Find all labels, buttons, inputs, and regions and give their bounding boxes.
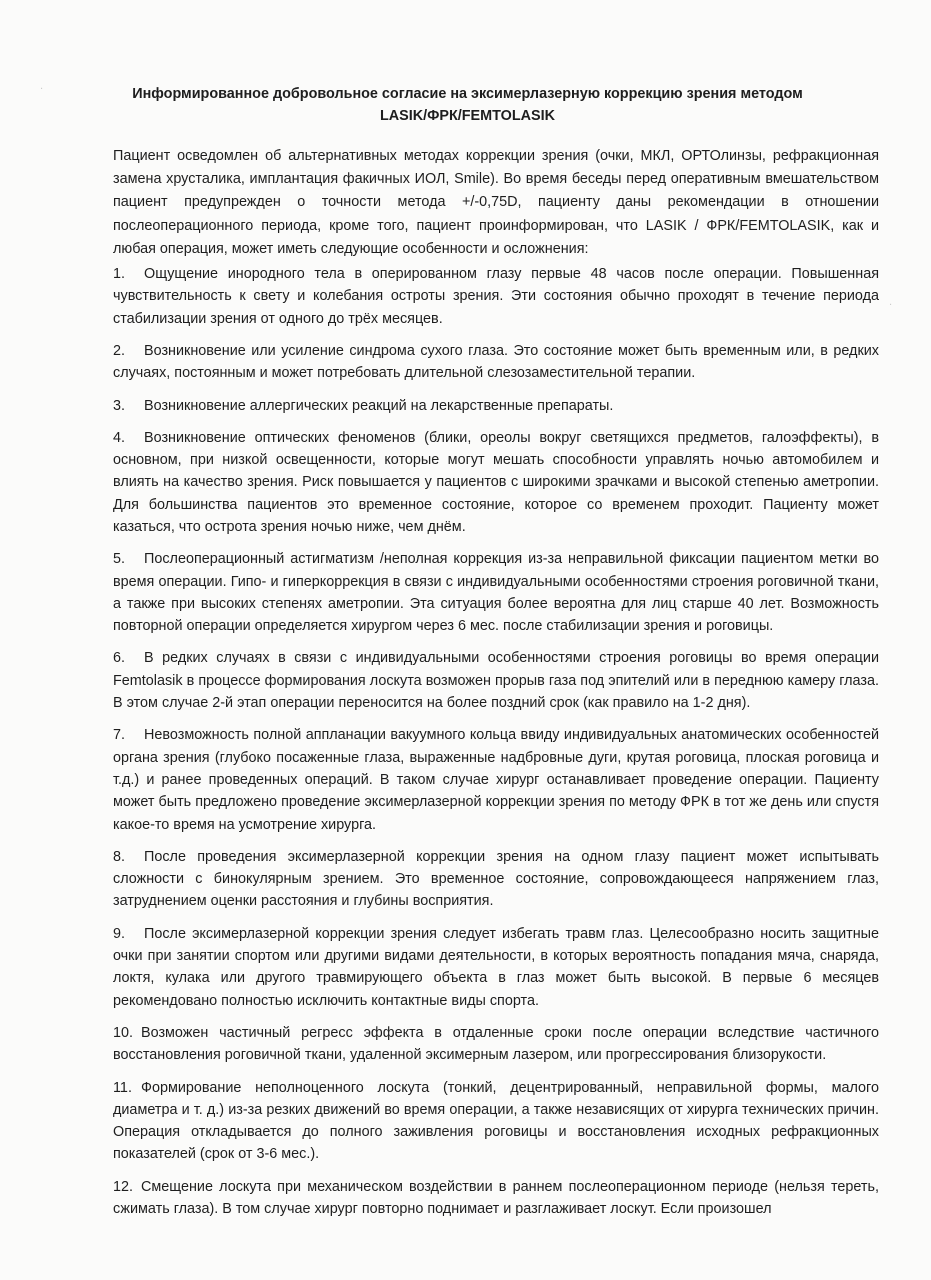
list-item-text: Формирование неполноценного лоскута (тонкий, децентрированный, неправильной формы, малого диаметра и т. д.) из-за резких движений во время операции, а также независящих от хирурга технических причин. Операция откладывается до полного заживления роговицы и восстановления исходных рефракционных показателей (срок от 3-6 мес.).: [113, 1079, 879, 1163]
complications-list: [113, 263, 879, 1220]
list-item-number: 10.: [113, 1024, 134, 1041]
document-title: [60, 83, 875, 127]
list-item-text: После проведения эксимерлазерной коррекции зрения на одном глазу пациент может испытывать сложности с бинокулярным зрением. Это временное состояние, сопровождающееся напряжением глаз, затруднением оценки расстояния и глубины восприятия.: [113, 848, 879, 910]
list-item: [113, 263, 879, 330]
list-item-text: Невозможность полной аппланации вакуумного кольца ввиду индивидуальных анатомических особенностей органа зрения (глубоко посаженные глаза, выраженные надбровные дуги, крутая роговица, плоская роговица и т.д.) и ранее проведенных операций. В таком случае хирург останавливает проведение операции. Пациенту может быть предложено проведение эксимерлазерной коррекции зрения по методу ФРК в тот же день или спустя какое-то время на усмотрение хирурга.: [113, 727, 879, 833]
title-line-1: Информированное добровольное согласие на эксимерлазерную коррекцию зрения методом: [132, 86, 803, 102]
list-item-number: 12.: [113, 1178, 134, 1195]
document-body: [113, 145, 879, 1220]
list-item-number: 4.: [113, 429, 126, 446]
title-line-2: LASIK/ФРК/FEMTOLASIK: [379, 108, 556, 124]
list-item: [113, 340, 879, 385]
list-item-number: 3.: [113, 397, 126, 414]
list-item: [113, 395, 879, 417]
list-item: [113, 724, 879, 835]
list-item-text: Ощущение инородного тела в оперированном глазу первые 48 часов после операции. Повышенная чувствительность к свету и колебания остроты зрения. Эти состояния обычно проходят в течение периода стабилизации зрения от одного до трёх месяцев.: [113, 266, 879, 327]
list-item: [113, 846, 879, 913]
list-item-text: Послеоперационный астигматизм /неполная коррекция из-за неправильной фиксации пациентом метки во время операции. Гипо- и гиперкоррекция в связи с индивидуальными особенностями строения роговичной ткани, а также при высоких степенях аметропии. Эта ситуация более вероятна для лиц старше 40 лет. Возможность повторной операции определяется хирургом через 6 мес. после стабилизации зрения и роговицы.: [113, 551, 879, 635]
list-item-number: 1.: [113, 266, 126, 283]
list-item: [113, 548, 879, 637]
scan-speck: ·: [40, 84, 44, 95]
list-item: [113, 427, 879, 538]
list-item-number: 7.: [113, 727, 126, 744]
list-item-number: 9.: [113, 925, 126, 942]
list-item-text: Возможен частичный регресс эффекта в отдаленные сроки после операции вследствие частичного восстановления роговичной ткани, удаленной эксимерным лазером, или прогрессирования близорукости.: [113, 1024, 879, 1064]
list-item-text: В редких случаях в связи с индивидуальными особенностями строения роговицы во время операции Femtolasik в процессе формирования лоскута возможен прорыв газа под эпителий или в переднюю камеру глаза. В этом случае 2-й этап операции переносится на более поздний срок (как правило на 1-2 дня).: [113, 650, 879, 712]
list-item-number: 11.: [113, 1079, 132, 1096]
intro-paragraph: Пациент осведомлен об альтернативных методах коррекции зрения (очки, МКЛ, ОРТОлинзы, рефракционная замена хрусталика, имплантация факичных ИОЛ, Smile). Во время беседы перед оперативным вмешательством пациент предупрежден о точности метода +/-0,75D, пациенту даны рекомендации в отношении послеоперационного периода, кроме того, пациент проинформирован, что LASIK / ФРК/FEMTOLASIK, как и любая операция, может иметь следующие особенности и осложнения:: [113, 148, 879, 257]
list-item-number: 8.: [113, 848, 126, 865]
list-item-text: После эксимерлазерной коррекции зрения следует избегать травм глаз. Целесообразно носить защитные очки при занятии спортом или другими видами деятельности, в которых вероятность попадания мяча, снаряда, локтя, кулака или другого травмирующего объекта в глаз может быть высокой. В первые 6 месяцев рекомендовано полностью исключить контактные виды спорта.: [113, 925, 879, 1009]
list-item: [113, 1077, 879, 1166]
list-item: [113, 647, 879, 714]
list-item: [113, 1022, 879, 1067]
scan-speck: ·: [889, 300, 893, 311]
list-item-number: 5.: [113, 551, 126, 568]
list-item: [113, 1176, 879, 1221]
list-item-text: Возникновение или усиление синдрома сухого глаза. Это состояние может быть временным или, в редких случаях, постоянным и может потребовать длительной слезозаместительной терапии.: [113, 342, 879, 382]
list-item-number: 2.: [113, 342, 126, 359]
list-item-number: 6.: [113, 650, 126, 667]
list-item: [113, 923, 879, 1012]
list-item-text: Возникновение оптических феноменов (блики, ореолы вокруг светящихся предметов, галоэффекты), в основном, при низкой освещенности, которые могут мешать способности управлять ночью автомобилем и влиять на качество зрения. Риск повышается у пациентов с широкими зрачками и высокой степенью аметропии. Для большинства пациентов это временное состояние, которое со временем проходит. Пациенту может казаться, что острота зрения ночью ниже, чем днём.: [113, 429, 879, 535]
list-item-text: Смещение лоскута при механическом воздействии в раннем послеоперационном периоде (нельзя тереть, сжимать глаза). В том случае хирург повторно поднимает и разглаживает лоскут. Если произошел: [113, 1178, 879, 1217]
list-item-text: Возникновение аллергических реакций на лекарственные препараты.: [144, 397, 614, 414]
